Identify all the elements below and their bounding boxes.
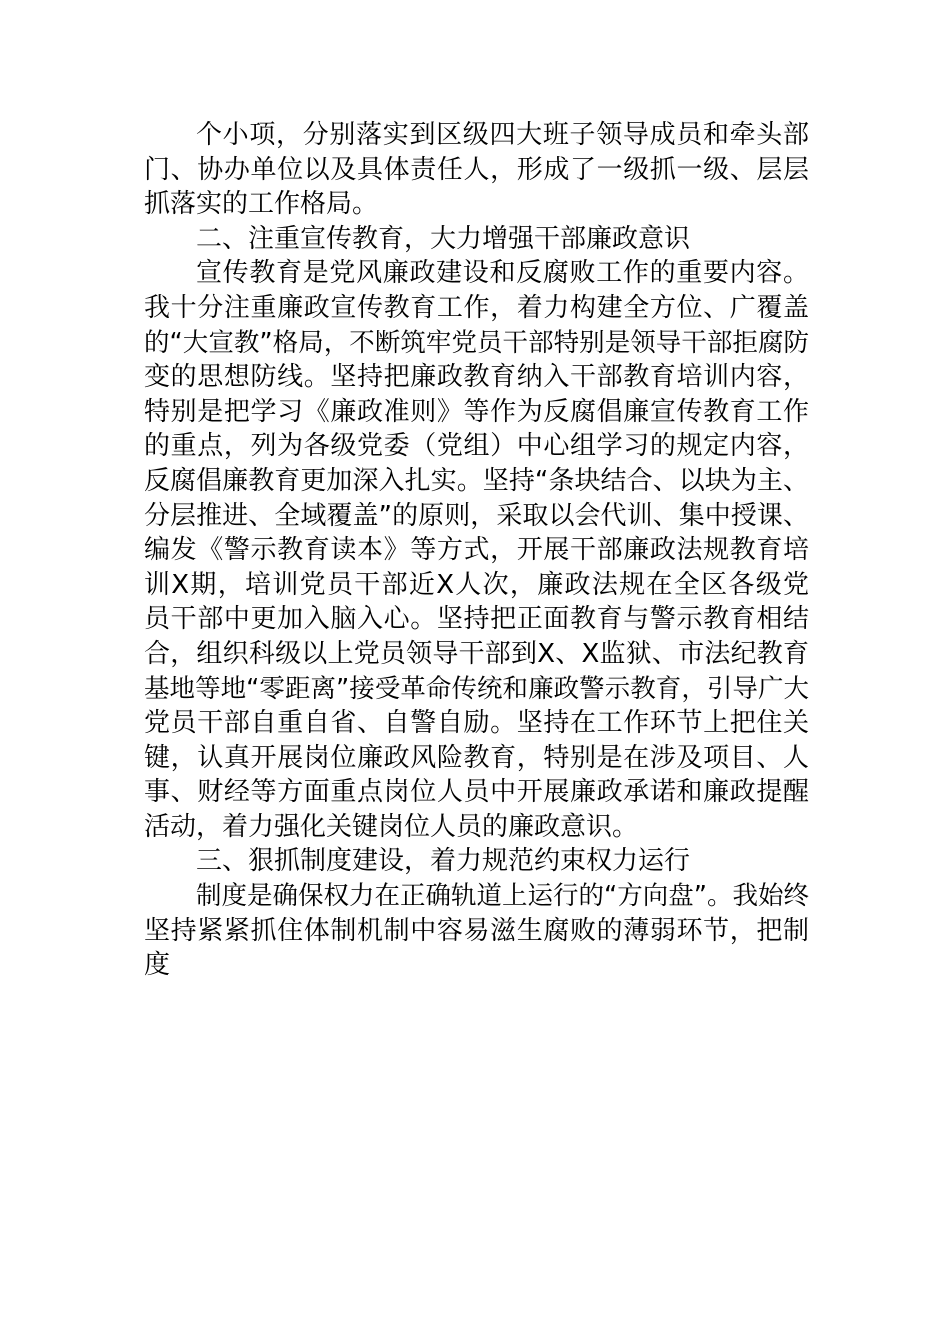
text-line: 特别是把学习《廉政准则》等作为反腐倡廉宣传教育工作: [144, 396, 809, 427]
text-line: 坚持紧紧抓住体制机制中容易滋生腐败的薄弱环节，把制: [144, 915, 809, 946]
text-line: 个小项，分别落实到区级四大班子领导成员和牵头部: [196, 120, 809, 150]
text-line: 的重点，列为各级党委（党组）中心组学习的规定内容，: [144, 431, 809, 462]
body-text: [144, 118, 809, 983]
text-line: 抓落实的工作格局。: [144, 189, 379, 220]
section-heading: 二、注重宣传教育，大力增强干部廉政意识: [196, 223, 691, 254]
text-line: 变的思想防线。坚持把廉政教育纳入干部教育培训内容，: [144, 362, 809, 393]
text-line: 制度是确保权力在正确轨道上运行的“方向盘”。我始终: [196, 881, 809, 912]
text-line: 活动，着力强化关键岗位人员的廉政意识。: [144, 811, 639, 842]
text-line: 事、财经等方面重点岗位人员中开展廉政承诺和廉政提醒: [144, 777, 809, 808]
text-line: 训X期，培训党员干部近X人次，廉政法规在全区各级党: [144, 569, 809, 600]
text-line: 键，认真开展岗位廉政风险教育，特别是在涉及项目、人: [144, 742, 809, 773]
text-line: 党员干部自重自省、自警自励。坚持在工作环节上把住关: [144, 708, 809, 739]
text-line: 度: [144, 950, 171, 981]
text-line: 分层推进、全域覆盖”的原则，采取以会代训、集中授课、: [144, 500, 809, 531]
text-line: 基地等地“零距离”接受革命传统和廉政警示教育，引导广大: [144, 673, 809, 704]
text-line: 的“大宣教”格局，不断筑牢党员干部特别是领导干部拒腐防: [144, 327, 809, 358]
section-heading: 三、狠抓制度建设，着力规范约束权力运行: [196, 846, 691, 877]
text-line: 门、协办单位以及具体责任人，形成了一级抓一级、层层: [144, 154, 809, 185]
text-line: 宣传教育是党风廉政建设和反腐败工作的重要内容。: [196, 258, 809, 289]
text-line: 员干部中更加入脑入心。坚持把正面教育与警示教育相结: [144, 604, 809, 635]
text-line: 反腐倡廉教育更加深入扎实。坚持“条块结合、以块为主、: [144, 465, 809, 496]
text-line: 合，组织科级以上党员领导干部到X、X监狱、市法纪教育: [144, 638, 809, 669]
text-line: 我十分注重廉政宣传教育工作，着力构建全方位、广覆盖: [144, 292, 809, 323]
text-line: 编发《警示教育读本》等方式，开展干部廉政法规教育培: [144, 535, 809, 566]
